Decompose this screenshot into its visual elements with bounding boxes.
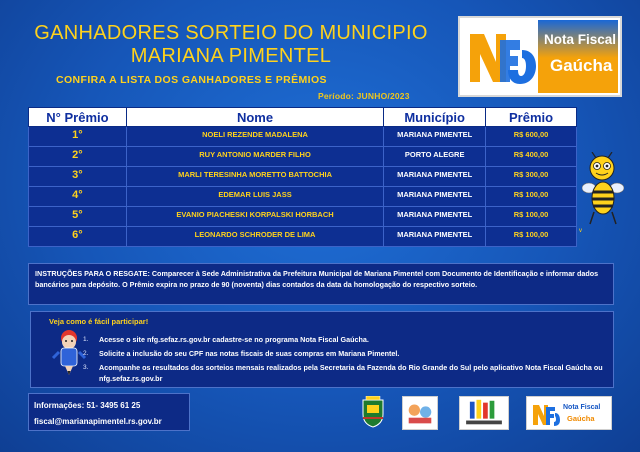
cell-city: MARIANA PIMENTEL [384, 167, 486, 187]
how-to-participate-box [30, 311, 614, 388]
instructions-box [28, 263, 614, 305]
table-row [29, 227, 577, 247]
education-logo-icon [402, 396, 438, 430]
cell-name: RUY ANTONIO MARDER FILHO [126, 147, 383, 167]
cell-name: NOELI REZENDE MADALENA [126, 127, 383, 147]
cell-city: MARIANA PIMENTEL [384, 127, 486, 147]
contact-box [28, 393, 190, 431]
nfg-mark-icon [462, 20, 538, 93]
cell-name: EVANIO PIACHESKI KORPALSKI HORBACH [126, 207, 383, 227]
step-text: Solicite a inclusão do seu CPF nas notas fiscais de suas compras em Mariana Pimentel. [99, 349, 400, 358]
pencil-mascot-icon [51, 328, 87, 376]
table-row [29, 187, 577, 207]
table-row [29, 167, 577, 187]
list-item [83, 334, 609, 345]
cell-city: MARIANA PIMENTEL [384, 207, 486, 227]
nota-fiscal-gaucha-footer-logo [526, 396, 612, 430]
col-header-name: Nome [126, 108, 383, 127]
col-header-city: Município [384, 108, 486, 127]
municipal-crest-icon [360, 396, 386, 428]
step-number: 2. [83, 350, 89, 357]
cell-place: 5° [29, 207, 127, 227]
cell-name: LEONARDO SCHRODER DE LIMA [126, 227, 383, 247]
cell-city: MARIANA PIMENTEL [384, 227, 486, 247]
footer-brand-line-1: Nota Fiscal [563, 404, 601, 411]
cell-prize: R$ 300,00 [486, 167, 577, 187]
instructions-text: INSTRUÇÕES PARA O RESGATE: Comparecer à Sede Administrativa da Prefeitura Municipal de Mariana Pimentel com Documento de Identificação e informar dados bancários para depósito. O Prêmio expira no prazo de 90 (noventa) dias contados da data da homologação do respectivo sorteio. [35, 269, 599, 289]
cell-place: 6° [29, 227, 127, 247]
cell-prize: R$ 600,00 [486, 127, 577, 147]
table-row [29, 127, 577, 147]
cell-place: 2° [29, 147, 127, 167]
brand-line-1: Nota Fiscal [544, 32, 617, 47]
contact-email: fiscal@marianapimentel.rs.gov.br [34, 417, 162, 426]
cell-name: EDEMAR LUIS JASS [126, 187, 383, 207]
bee-mascot-icon [582, 152, 624, 226]
table-row [29, 207, 577, 227]
table-header-row [29, 108, 577, 127]
step-number: 1. [83, 336, 89, 343]
step-text: Acesse o site nfg.sefaz.rs.gov.br cadastre-se no programa Nota Fiscal Gaúcha. [99, 335, 369, 344]
table-row [29, 147, 577, 167]
list-item [83, 348, 609, 359]
winners-table [28, 107, 577, 246]
school-supplies-logo-icon [459, 396, 509, 430]
steps-heading: Veja como é fácil participar! [49, 317, 149, 326]
steps-list [83, 334, 609, 387]
cell-city: PORTO ALEGRE [384, 147, 486, 167]
list-item [83, 362, 609, 384]
col-header-prize: Prêmio [486, 108, 577, 127]
brand-line-2: Gaúcha [550, 56, 613, 75]
side-mark: v [579, 228, 582, 234]
step-number: 3. [83, 364, 89, 371]
nfg-small-mark-icon [531, 401, 561, 427]
col-header-place: N° Prêmio [29, 108, 127, 127]
title-line-2: MARIANA PIMENTEL [130, 45, 332, 67]
cell-prize: R$ 100,00 [486, 227, 577, 247]
subtitle: CONFIRA A LISTA DOS GANHADORES E PRÊMIOS [56, 74, 327, 86]
cell-place: 3° [29, 167, 127, 187]
page-title [16, 22, 446, 68]
cell-place: 1° [29, 127, 127, 147]
cell-place: 4° [29, 187, 127, 207]
cell-prize: R$ 400,00 [486, 147, 577, 167]
cell-city: MARIANA PIMENTEL [384, 187, 486, 207]
nota-fiscal-gaucha-logo [458, 16, 622, 97]
cell-prize: R$ 100,00 [486, 187, 577, 207]
step-text: Acompanhe os resultados dos sorteios mensais realizados pela Secretaria da Fazenda do Rio Grande do Sul pelo aplicativo Nota Fiscal Gaúcha ou nfg.sefaz.rs.gov.br [99, 363, 603, 383]
contact-phone: Informações: 51- 3495 61 25 [34, 401, 141, 410]
title-line-1: GANHADORES SORTEIO DO MUNICIPIO [34, 22, 428, 44]
period-label: Período: JUNHO/2023 [318, 91, 410, 101]
footer-brand-line-2: Gaúcha [567, 414, 595, 423]
cell-prize: R$ 100,00 [486, 207, 577, 227]
cell-name: MARLI TERESINHA MORETTO BATTOCHIA [126, 167, 383, 187]
